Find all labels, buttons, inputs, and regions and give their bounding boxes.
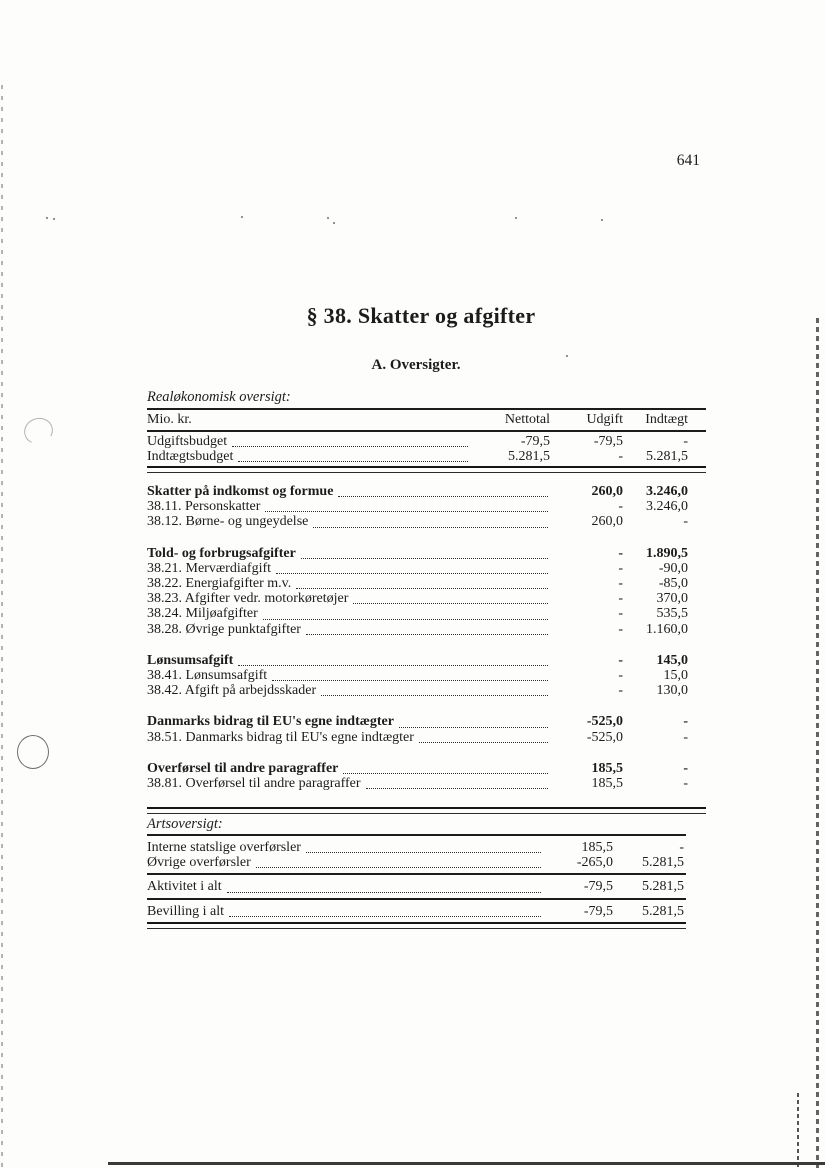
- table-row: [147, 449, 706, 464]
- scan-artifact-hole-punch-top: [21, 414, 57, 448]
- dot-leader: [265, 500, 548, 512]
- indtaegt-value: 15,0: [663, 668, 688, 684]
- arts-group: [147, 836, 686, 875]
- section-header-row: [147, 546, 706, 561]
- udgift-value: -: [618, 576, 623, 592]
- section-loensumsafgift: [147, 653, 706, 699]
- page-number: 641: [676, 152, 700, 169]
- indtaegt-value: -90,0: [658, 560, 688, 576]
- indtaegt-value: -: [683, 729, 688, 745]
- dot-leader: [313, 516, 548, 528]
- scan-artifact-bottom-edge: [108, 1162, 825, 1165]
- scan-artifact-speck: [601, 219, 603, 221]
- row-label: Aktivitet i alt: [147, 879, 222, 895]
- account-row: [147, 561, 706, 576]
- indtaegt-value: 3.246,0: [646, 499, 688, 515]
- scan-artifact-hole-punch-bottom: [17, 735, 49, 769]
- indtaegt-value: -: [683, 434, 688, 449]
- account-row: [147, 514, 706, 529]
- dot-leader: [296, 577, 548, 589]
- udgift-value: -79,5: [593, 434, 623, 449]
- account-row: [147, 683, 706, 698]
- udgift-value: -: [618, 449, 623, 465]
- arts-caption: Artsoversigt:: [147, 816, 223, 832]
- rule: [147, 807, 706, 814]
- section-told-forbrugsafgifter: [147, 546, 706, 637]
- scan-artifact-speck: [241, 216, 243, 218]
- udgift-value: 185,5: [591, 776, 623, 792]
- section-overfoersel-paragraffer: [147, 761, 706, 791]
- row-label: 38.21. Merværdiafgift: [147, 560, 272, 576]
- row-label: Lønsumsafgift: [147, 652, 234, 668]
- indtaegt-value: 5.281,5: [642, 903, 684, 919]
- scan-artifact-speck: [515, 217, 517, 219]
- dot-leader: [419, 731, 548, 743]
- arts-group: [147, 900, 686, 922]
- row-label: 38.22. Energiafgifter m.v.: [147, 576, 292, 592]
- udgift-value: -265,0: [576, 855, 613, 871]
- arts-row: [147, 904, 686, 919]
- account-row: [147, 499, 706, 514]
- scan-artifact-right-edge-2: [797, 1093, 799, 1168]
- indtaegt-value: -: [683, 514, 688, 530]
- row-label: 38.11. Personskatter: [147, 499, 261, 515]
- indtaegt-value: -85,0: [658, 576, 688, 592]
- document-title: § 38. Skatter og afgifter: [306, 303, 536, 328]
- rule: [147, 466, 706, 473]
- dot-leader: [321, 684, 548, 696]
- udgift-value: -: [618, 499, 623, 515]
- section-eu-bidrag: [147, 714, 706, 744]
- arts-row: [147, 855, 686, 870]
- row-label: Interne statslige overførsler: [147, 840, 301, 855]
- udgift-value: -: [618, 668, 623, 684]
- scan-artifact-left-edge: [1, 85, 3, 1168]
- section-header-row: [147, 653, 706, 668]
- account-row: [147, 576, 706, 591]
- account-row: [147, 730, 706, 745]
- dot-leader: [272, 669, 548, 681]
- row-label: Bevilling i alt: [147, 903, 224, 919]
- udgift-value: -525,0: [586, 714, 623, 730]
- udgift-value: 185,5: [591, 760, 623, 776]
- scan-artifact-right-edge: [816, 318, 819, 1168]
- arts-overview: [147, 816, 686, 929]
- udgift-value: -: [618, 606, 623, 622]
- dot-leader: [343, 762, 548, 774]
- indtaegt-value: 5.281,5: [642, 879, 684, 895]
- arts-row: [147, 840, 686, 855]
- udgift-value: -: [618, 591, 623, 607]
- udgift-value: -: [618, 652, 623, 668]
- row-label: 38.12. Børne- og ungeydelse: [147, 514, 309, 530]
- dot-leader: [238, 654, 548, 666]
- udgift-value: 185,5: [581, 840, 613, 855]
- dot-leader: [232, 435, 468, 447]
- arts-group: [147, 875, 686, 899]
- udgift-value: -: [618, 621, 623, 637]
- column-header-udgift: Udgift: [586, 412, 623, 427]
- udgift-value: -: [618, 545, 623, 561]
- indtaegt-value: -: [683, 714, 688, 730]
- unit-label: Mio. kr.: [147, 412, 192, 427]
- scan-artifact-speck: [53, 218, 55, 220]
- dot-leader: [301, 547, 548, 559]
- budget-sections: [147, 484, 706, 814]
- rule: [147, 922, 686, 929]
- account-row: [147, 591, 706, 606]
- dot-leader: [227, 881, 541, 893]
- account-row: [147, 776, 706, 791]
- udgift-value: -: [618, 560, 623, 576]
- dot-leader: [338, 485, 548, 497]
- scan-artifact-speck: [327, 217, 329, 219]
- section-skatter-indkomst-formue: [147, 484, 706, 530]
- indtaegt-value: 3.246,0: [646, 484, 688, 499]
- indtaegt-value: 130,0: [656, 683, 688, 699]
- arts-row: [147, 879, 686, 894]
- row-label: Overførsel til andre paragraffer: [147, 760, 339, 776]
- row-label: Danmarks bidrag til EU's egne indtægter: [147, 714, 394, 730]
- arts-table: [147, 834, 686, 929]
- account-row: [147, 668, 706, 683]
- udgift-value: -79,5: [583, 879, 613, 895]
- indtaegt-value: 370,0: [656, 591, 688, 607]
- row-label: Øvrige overførsler: [147, 855, 251, 871]
- scan-artifact-speck: [46, 217, 48, 219]
- section-header-row: [147, 484, 706, 499]
- scan-artifact-speck: [333, 222, 335, 224]
- indtaegt-value: 1.890,5: [646, 545, 688, 561]
- row-label: Told- og forbrugsafgifter: [147, 545, 296, 561]
- indtaegt-value: -: [679, 840, 684, 855]
- dot-leader: [306, 841, 541, 853]
- row-label: Udgiftsbudget: [147, 434, 228, 449]
- udgift-value: -: [618, 683, 623, 699]
- account-row: [147, 606, 706, 621]
- section-header-row: [147, 761, 706, 776]
- section-header-row: [147, 714, 706, 729]
- dot-leader: [306, 623, 548, 635]
- row-label: Indtægtsbudget: [147, 449, 234, 465]
- dot-leader: [238, 450, 468, 462]
- account-row: [147, 622, 706, 637]
- dot-leader: [366, 777, 548, 789]
- dot-leader: [353, 592, 548, 604]
- column-header-nettotal: Nettotal: [504, 412, 550, 427]
- udgift-value: 260,0: [591, 514, 623, 530]
- indtaegt-value: 535,5: [656, 606, 688, 622]
- nettotal-value: 5.281,5: [508, 449, 550, 465]
- indtaegt-value: 5.281,5: [642, 855, 684, 871]
- scan-artifact-speck: [566, 355, 568, 357]
- dot-leader: [399, 716, 548, 728]
- indtaegt-value: -: [683, 776, 688, 792]
- row-label: 38.51. Danmarks bidrag til EU's egne indtægter: [147, 729, 414, 745]
- table-row: [147, 434, 706, 449]
- row-label: 38.81. Overførsel til andre paragraffer: [147, 776, 361, 792]
- dot-leader: [229, 905, 541, 917]
- udgift-value: -525,0: [586, 729, 623, 745]
- column-header-indtaegt: Indtægt: [645, 412, 688, 427]
- udgift-value: 260,0: [591, 484, 623, 499]
- row-label: 38.23. Afgifter vedr. motorkøretøjer: [147, 591, 349, 607]
- table-body: [147, 432, 706, 466]
- real-economic-table: [147, 408, 706, 473]
- row-label: 38.24. Miljøafgifter: [147, 606, 258, 622]
- udgift-value: -79,5: [583, 903, 613, 919]
- indtaegt-value: 145,0: [656, 652, 688, 668]
- indtaegt-value: 5.281,5: [646, 449, 688, 465]
- indtaegt-value: 1.160,0: [646, 621, 688, 637]
- row-label: 38.41. Lønsumsafgift: [147, 668, 268, 684]
- indtaegt-value: -: [683, 760, 688, 776]
- real-table-caption: Realøkonomisk oversigt:: [147, 389, 291, 405]
- row-label: 38.42. Afgift på arbejdsskader: [147, 683, 317, 699]
- dot-leader: [276, 562, 548, 574]
- dot-leader: [256, 856, 541, 868]
- row-label: 38.28. Øvrige punktafgifter: [147, 621, 301, 637]
- row-label: Skatter på indkomst og formue: [147, 484, 334, 499]
- table-header-row: [147, 410, 706, 432]
- dot-leader: [263, 608, 548, 620]
- section-a-heading: A. Oversigter.: [371, 357, 461, 373]
- nettotal-value: -79,5: [520, 434, 550, 449]
